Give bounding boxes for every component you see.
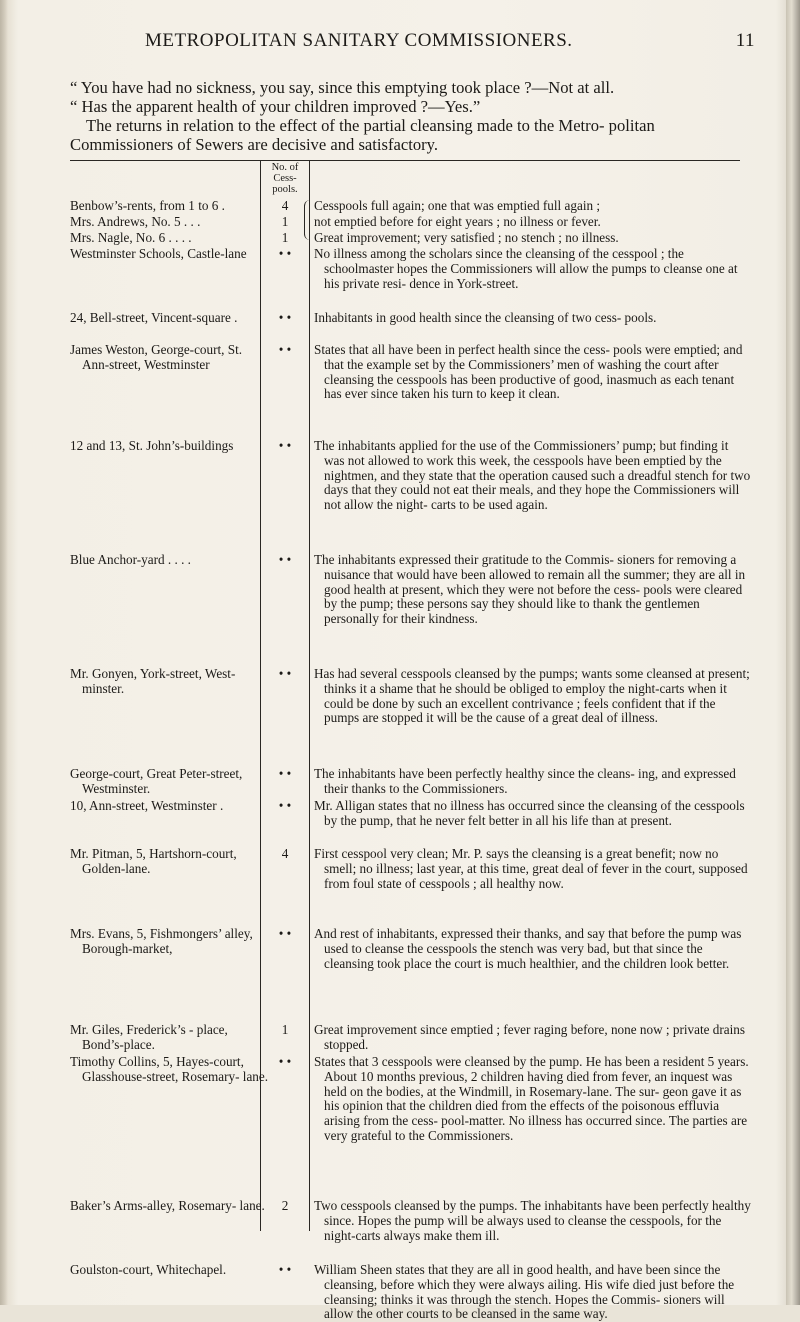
row-location: Mrs. Evans, 5, Fishmongers’ alley, Borough-market, bbox=[70, 926, 253, 956]
page-title: METROPOLITAN SANITARY COMMISSIONERS. bbox=[145, 30, 573, 51]
row-cesspool-count: • • bbox=[278, 342, 292, 357]
row-location: Baker’s Arms-alley, Rosemary- lane. bbox=[70, 1198, 265, 1213]
row-location: Blue Anchor-yard . . . . bbox=[70, 552, 191, 567]
row-remark: Cesspools full again; one that was emptied full again ; bbox=[314, 198, 601, 213]
row-location: Benbow’s-rents, from 1 to 6 . bbox=[70, 198, 225, 213]
row-location: Goulston-court, Whitechapel. bbox=[70, 1262, 227, 1277]
row-remark: Great improvement since emptied ; fever raging before, none now ; private drains stopped. bbox=[314, 1022, 746, 1052]
row-remark: Inhabitants in good health since the cleansing of two cess- pools. bbox=[314, 310, 657, 325]
row-location: Mr. Giles, Frederick’s - place, Bond’s-place. bbox=[70, 1022, 228, 1052]
row-remark: Two cesspools cleansed by the pumps. The inhabitants have been perfectly healthy since. Hopes the pump will be always used to cleanse the cesspools, for the night-carts always make them ill. bbox=[314, 1198, 751, 1243]
row-cesspool-count: • • bbox=[278, 310, 292, 325]
row-cesspool-count: • • bbox=[278, 926, 292, 941]
running-header bbox=[20, 30, 760, 60]
row-remark: Has had several cesspools cleansed by the pumps; wants some cleansed at present; thinks it a shame that he should be obliged to employ the night-carts when it could be done by such an excellent contrivance ; feels confident that if the pumps are stopped it will be the cause of a great deal of illness. bbox=[314, 666, 750, 726]
row-cesspool-count: • • bbox=[278, 438, 292, 453]
row-location: 24, Bell-street, Vincent-square . bbox=[70, 310, 238, 325]
row-location: Timothy Collins, 5, Hayes-court, Glasshouse-street, Rosemary- lane. bbox=[70, 1054, 269, 1084]
row-location: James Weston, George-court, St. Ann-street, Westminster bbox=[70, 342, 243, 372]
table-divider-right bbox=[309, 161, 310, 1231]
row-remark: The inhabitants applied for the use of the Commissioners’ pump; but finding it was not allowed to work this week, the cesspools have been emptied by the nightmen, and they state that the operation caused such a dreadful stench for two days that they could not eat their meals, and they hope the Commissioners will not allow the night- carts to be used again. bbox=[314, 438, 751, 513]
row-location: Mr. Pitman, 5, Hartshorn-court, Golden-lane. bbox=[70, 846, 237, 876]
row-remark: Great improvement; very satisfied ; no stench ; no illness. bbox=[314, 230, 619, 245]
row-cesspool-count: • • bbox=[278, 246, 292, 261]
row-location: 10, Ann-street, Westminster . bbox=[70, 798, 224, 813]
intro-paragraph-1: “ You have had no sickness, you say, since this emptying took place ?—Not at all. bbox=[70, 78, 615, 97]
row-location: Mrs. Andrews, No. 5 . . . bbox=[70, 214, 201, 229]
row-cesspool-count: 1 bbox=[281, 230, 289, 245]
row-cesspool-count: • • bbox=[278, 552, 292, 567]
row-remark: States that 3 cesspools were cleansed by the pump. He has been a resident 5 years. About 10 months previous, 2 children having died from fever, an inquest was held on the bodies, at the Windmill, in Rosemary-lane. The sur- geon gave it as his opinion that the children died from the effects of the poisonous effluvia arising from the cess- pool-matter. No illness has occurred since. The parties are very grateful to the Commissioners. bbox=[314, 1054, 749, 1143]
row-remark: The inhabitants expressed their gratitude to the Commis- sioners for removing a nuisance that would have been allowed to remain all the summer; they are all in good health at present, which they were not before the cess- pools were cleared by the pump; these persons say they should like to thank the gentlemen personally for their kindness. bbox=[314, 552, 746, 627]
row-cesspool-count: 4 bbox=[281, 846, 289, 861]
row-remark: No illness among the scholars since the cleansing of the cesspool ; the schoolmaster hopes the Commissioners will allow the pumps to cleanse one at his private resi- dence in York-street. bbox=[314, 246, 738, 291]
row-location: George-court, Great Peter-street, Westminster. bbox=[70, 766, 243, 796]
row-remark: Mr. Alligan states that no illness has occurred since the cleansing of the cesspools by the pump, that he never felt better in all his life than at present. bbox=[314, 798, 745, 828]
row-cesspool-count: • • bbox=[278, 1054, 292, 1069]
row-cesspool-count: • • bbox=[278, 666, 292, 681]
row-location: 12 and 13, St. John’s-buildings bbox=[70, 438, 234, 453]
row-remark: The inhabitants have been perfectly healthy since the cleans- ing, and expressed their thanks to the Commissioners. bbox=[314, 766, 736, 796]
page-edge bbox=[786, 0, 800, 1305]
column-header-cesspools: No. of Cess- pools. bbox=[271, 162, 299, 195]
row-cesspool-count: • • bbox=[278, 798, 292, 813]
intro-paragraph-3: The returns in relation to the effect of the partial cleansing made to the Metro- politan Commissioners of Sewers are decisive and satisfactory. bbox=[70, 116, 655, 154]
row-location: Mr. Gonyen, York-street, West- minster. bbox=[70, 666, 236, 696]
row-cesspool-count: • • bbox=[278, 1262, 292, 1277]
row-location: Mrs. Nagle, No. 6 . . . . bbox=[70, 230, 192, 245]
intro-paragraph-2: “ Has the apparent health of your children improved ?—Yes.” bbox=[70, 97, 481, 116]
row-remark: not emptied before for eight years ; no illness or fever. bbox=[314, 214, 601, 229]
row-location: Westminster Schools, Castle-lane bbox=[70, 246, 247, 261]
row-remark: William Sheen states that they are all in good health, and have been since the cleansing, before which they were always ailing. His wife died just before the cleansing; thinks it was through the stench. Hopes the Commis- sioners will allow the other courts to be cleansed in the same way. bbox=[314, 1262, 735, 1322]
row-remark: First cesspool very clean; Mr. P. says the cleansing is a great benefit; now no smell; no illness; last year, at this time, great deal of fever in the court, supposed from foul state of cesspools ; all healthy now. bbox=[314, 846, 748, 891]
page-gutter-shadow bbox=[0, 0, 8, 1305]
row-cesspool-count: 1 bbox=[281, 214, 289, 229]
row-cesspool-count: 1 bbox=[281, 1022, 289, 1037]
page-number: 11 bbox=[735, 30, 755, 51]
row-cesspool-count: • • bbox=[278, 766, 292, 781]
intro-text bbox=[70, 78, 750, 154]
row-remark: States that all have been in perfect health since the cess- pools were emptied; and that the example set by the Commissioners’ men of washing the court after cleansing the cesspools has been productive of good, inasmuch as each tenant has ever since taken his turn to keep it clean. bbox=[314, 342, 743, 402]
row-cesspool-count: 2 bbox=[281, 1198, 289, 1213]
row-remark: And rest of inhabitants, expressed their thanks, and say that before the pump was used to cleanse the cesspools the stench was very bad, but that since the cleansing took place the court is much healthier, and the children look better. bbox=[314, 926, 742, 971]
row-cesspool-count: 4 bbox=[281, 198, 289, 213]
table-top-rule bbox=[70, 160, 740, 161]
